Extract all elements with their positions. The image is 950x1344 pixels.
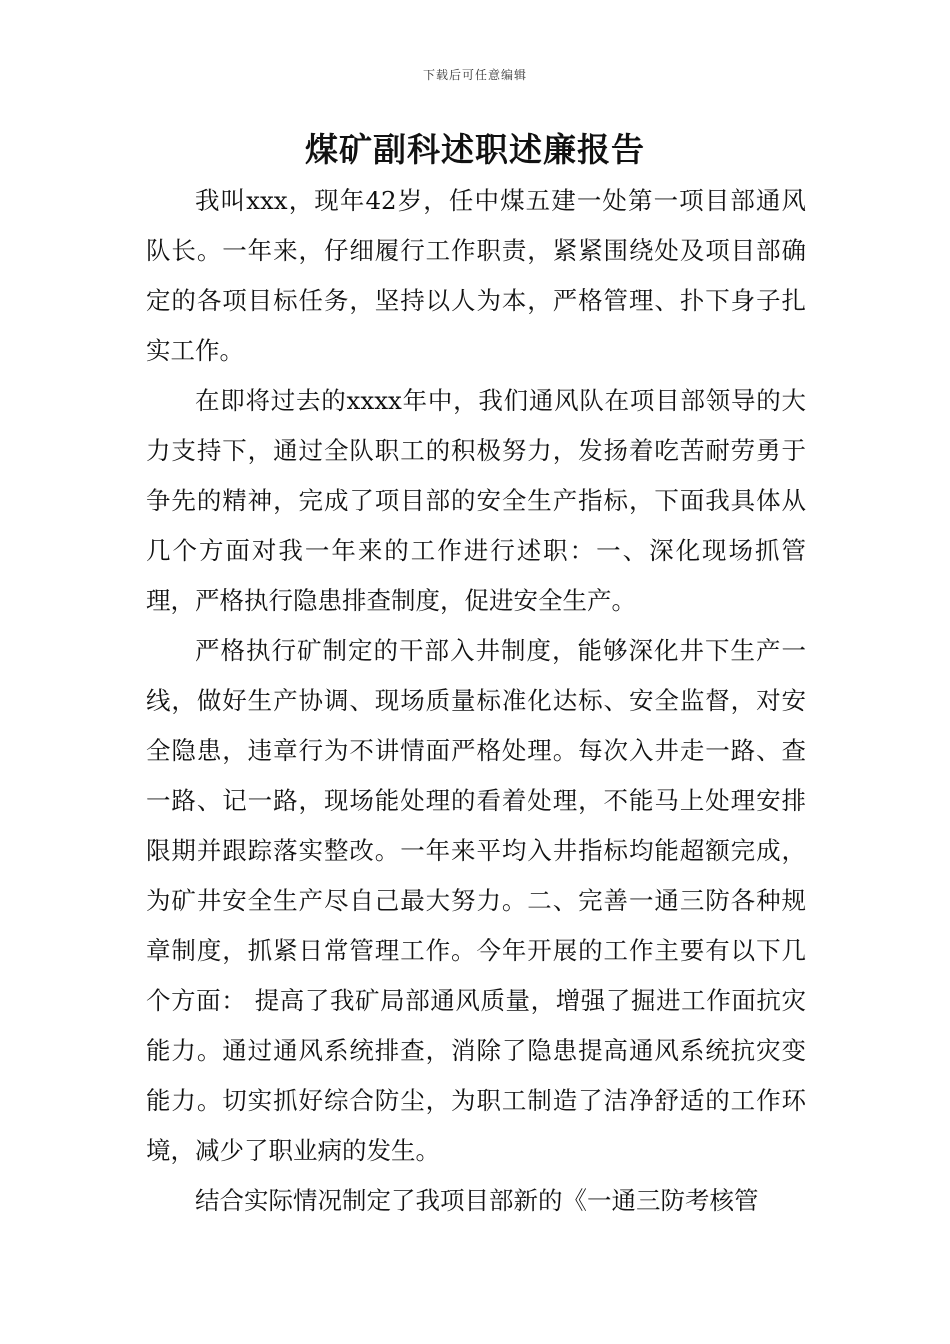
page-header-note: 下载后可任意编辑	[422, 68, 527, 82]
document-title: 煤矿副科述职述廉报告	[305, 130, 645, 169]
body-paragraph: 在即将过去的xxxx年中，我们通风队在项目部领导的大力支持下，通过全队职工的积极努力，发扬着吃苦耐劳勇于争先的精神，完成了项目部的安全生产指标，下面我具体从几个方面对我一年来的工作进行述职：一、深化现场抓管理，严格执行隐患排查制度，促进安全生产。	[146, 386, 806, 615]
body-paragraph: 严格执行矿制定的干部入井制度，能够深化井下生产一线，做好生产协调、现场质量标准化达标、安全监督，对安全隐患，违章行为不讲情面严格处理。每次入井走一路、查一路、记一路，现场能处理的看着处理，不能马上处理安排限期并跟踪落实整改。一年来平均入井指标均能超额完成，为矿井安全生产尽自己最大努力。二、完善一通三防各种规章制度，抓紧日常管理工作。今年开展的工作主要有以下几个方面： 提高了我矿局部通风质量，增强了掘进工作面抗灾能力。通过通风系统排查，消除了隐患提高通风系统抗灾变能力。切实抓好综合防尘，为职工制造了洁净舒适的工作环境，减少了职业病的发生。	[146, 636, 806, 1165]
body-paragraph: 我叫xxx，现年42岁，任中煤五建一处第一项目部通风队长。一年来，仔细履行工作职责，紧紧围绕处及项目部确定的各项目标任务，坚持以人为本，严格管理、扑下身子扎实工作。	[146, 186, 806, 365]
document-body	[146, 176, 806, 1226]
body-paragraph: 结合实际情况制定了我项目部新的《一通三防考核管	[195, 1186, 759, 1215]
